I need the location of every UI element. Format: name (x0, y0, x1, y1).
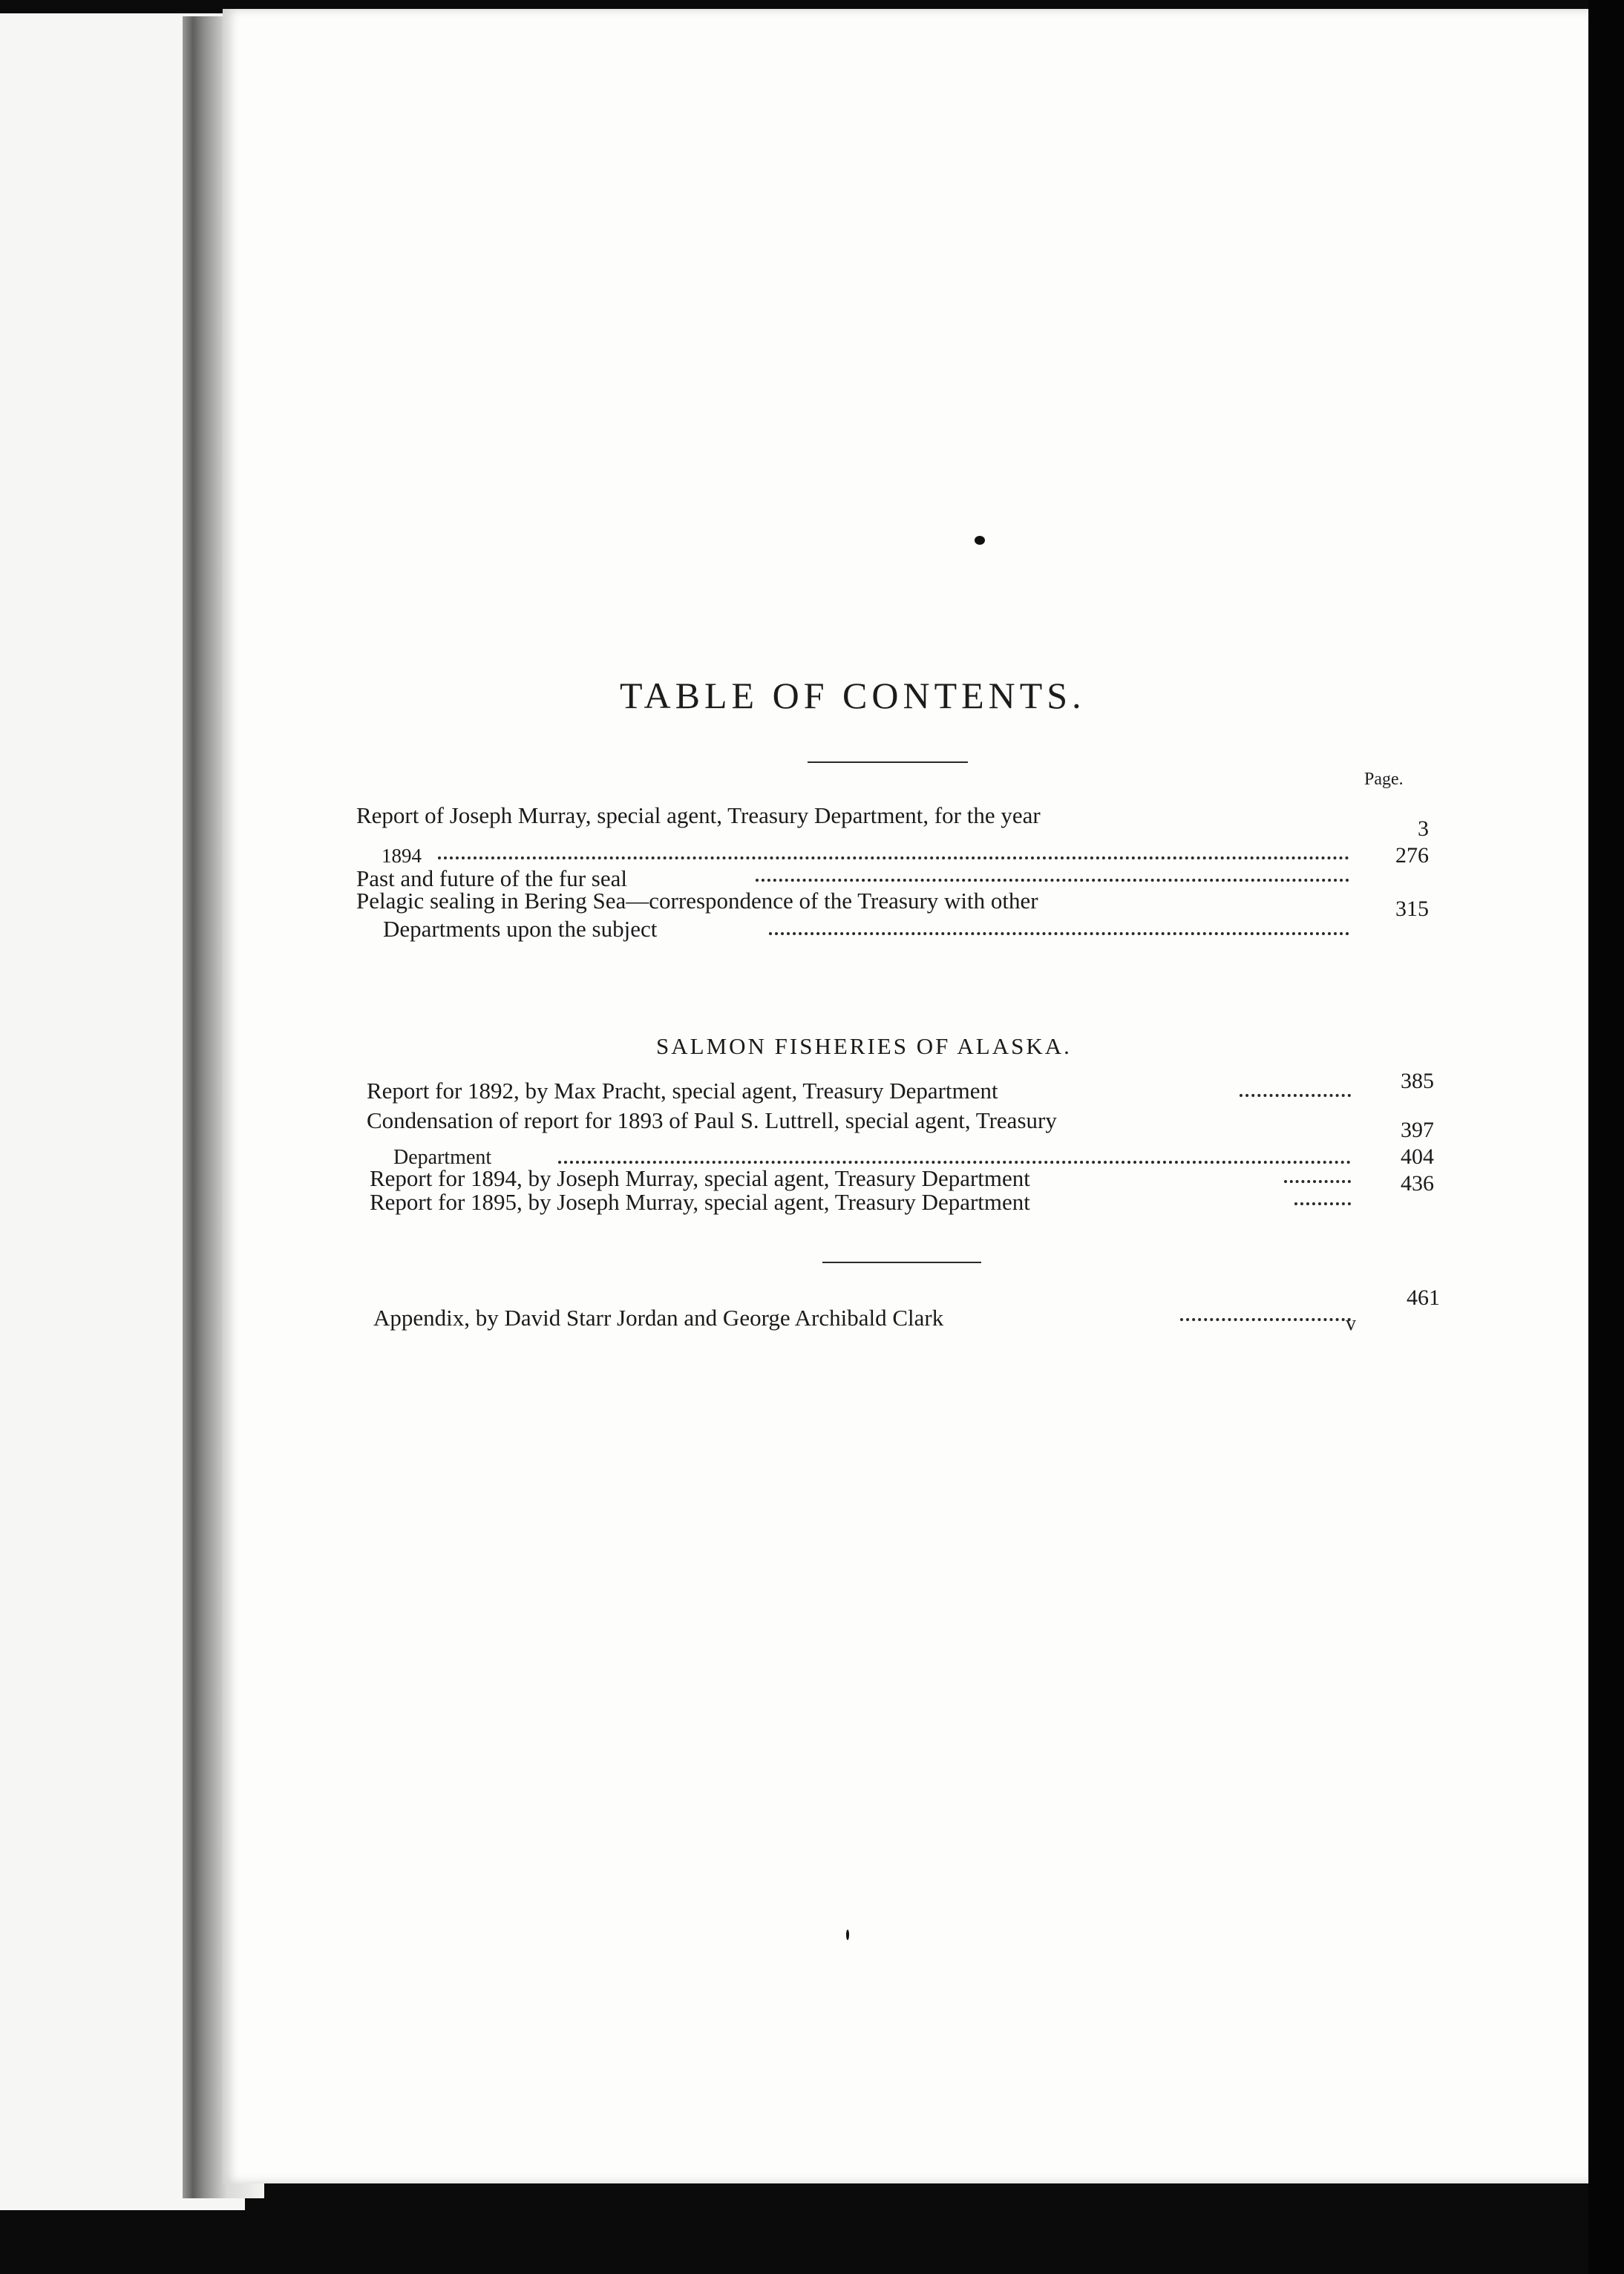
page-folio: v (1346, 1312, 1356, 1335)
page-column-header: Page. (1364, 770, 1404, 789)
toc-entry-text: Pelagic sealing in Bering Sea—correspondence of the Treasury with other (356, 888, 1038, 914)
toc-entry-text: Report of Joseph Murray, special agent, Treasury Department, for the year (356, 802, 1041, 828)
toc-page-number: 436 (1401, 1171, 1434, 1196)
toc-page-number: 276 (1395, 843, 1429, 868)
toc-entry-text: Report for 1892, by Max Pracht, special agent, Treasury Department (367, 1078, 998, 1104)
toc-entry-continuation: Department (393, 1146, 492, 1169)
leader-dots (1180, 1318, 1351, 1321)
section-heading: SALMON FISHERIES OF ALASKA. (656, 1033, 1072, 1059)
toc-entry-text: Past and future of the fur seal (356, 865, 627, 891)
toc-entry-text: Report for 1895, by Joseph Murray, special agent, Treasury Department (370, 1189, 1030, 1215)
toc-entry-text: Report for 1894, by Joseph Murray, special agent, Treasury Department (370, 1165, 1030, 1191)
page-title: TABLE OF CONTENTS. (620, 675, 1086, 716)
toc-entry-text: Condensation of report for 1893 of Paul S. Luttrell, special agent, Treasury (367, 1107, 1057, 1133)
leader-dots (558, 1161, 1351, 1164)
section-rule (822, 1262, 981, 1263)
toc-page-number: 315 (1395, 897, 1429, 921)
toc-page-number: 404 (1401, 1144, 1434, 1169)
leader-dots (769, 932, 1349, 935)
ink-speck (846, 1930, 849, 1940)
toc-appendix-text: Appendix, by David Starr Jordan and George Archibald Clark (373, 1305, 944, 1331)
toc-entry-continuation: 1894 (382, 845, 422, 867)
toc-page-number: 385 (1401, 1069, 1434, 1093)
toc-page-number: 3 (1418, 816, 1429, 841)
leader-dots (438, 856, 1349, 859)
title-rule (808, 761, 968, 763)
leader-dots (1284, 1180, 1351, 1183)
toc-entry-continuation: Departments upon the subject (383, 916, 658, 942)
scan-border (1588, 0, 1624, 2274)
toc-page-number: 397 (1401, 1118, 1434, 1142)
leader-dots (1240, 1094, 1351, 1097)
leader-dots (756, 879, 1349, 882)
ink-speck (975, 536, 985, 545)
toc-page-number: 461 (1407, 1285, 1440, 1310)
leader-dots (1294, 1202, 1351, 1205)
